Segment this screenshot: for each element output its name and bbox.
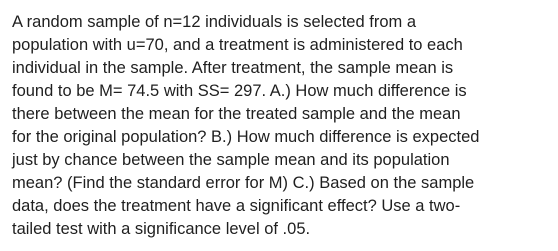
question-line: for the original population? B.) How much difference is expected bbox=[12, 128, 480, 146]
question-line: just by chance between the sample mean and its population bbox=[12, 151, 450, 169]
question-line: A random sample of n=12 individuals is selected from a bbox=[12, 13, 417, 31]
question-text bbox=[12, 11, 552, 241]
question-line: population with u=70, and a treatment is administered to each bbox=[12, 36, 463, 54]
question-line: data, does the treatment have a significant effect? Use a two- bbox=[12, 197, 461, 215]
question-line: there between the mean for the treated sample and the mean bbox=[12, 105, 461, 123]
question-line: found to be M= 74.5 with SS= 297. A.) How much difference is bbox=[12, 82, 467, 100]
question-line: individual in the sample. After treatment, the sample mean is bbox=[12, 59, 454, 77]
question-line: tailed test with a significance level of .05. bbox=[12, 220, 311, 238]
question-line: mean? (Find the standard error for M) C.) Based on the sample bbox=[12, 174, 475, 192]
